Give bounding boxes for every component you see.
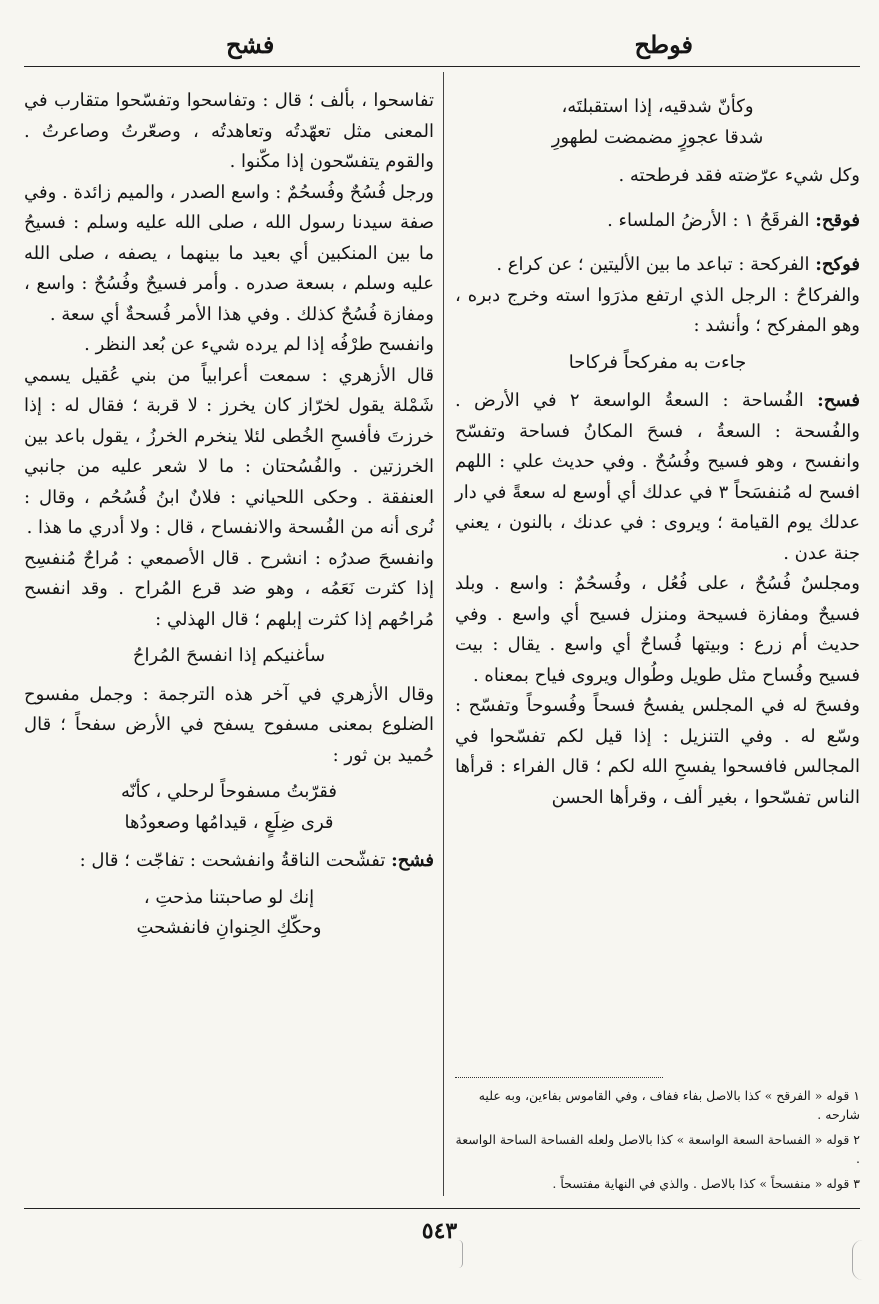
entry-headword: فشح:	[391, 850, 434, 871]
entry-text: الفركحة : تباعد ما بين الأليتين ؛ عن كراع .	[496, 254, 816, 275]
entry-text: والفركاحُ : الرجل الذي ارتفع مذرَوا استه وخرج دبره ، وهو المفركح ؛ وأنشد :	[455, 284, 860, 336]
entry-paragraph	[455, 569, 860, 691]
right-headword: فوطح	[634, 30, 693, 59]
verse-line: فقرّبتُ مسفوحاً لرحلي ، كأنّه	[121, 781, 337, 802]
spacer	[455, 192, 860, 206]
entry-headword: فوكح:	[815, 254, 860, 275]
entry-text: الفرقَحُ ١ : الأرضُ الملساء .	[607, 209, 816, 231]
spacer	[455, 236, 860, 250]
poetry-verse	[455, 92, 860, 153]
verse-line: وحكّكِ الحِنوانِ فانفشحتِ	[136, 917, 322, 938]
entry-paragraph	[24, 330, 434, 361]
footnote-rule	[455, 1077, 663, 1078]
verse-line: قرى ضِلَعٍ ، قيدامُها وصعودُها	[124, 811, 334, 833]
footnote: ٢ قوله « الفساحة السعة الواسعة » كذا بالاصل ولعله الفساحة الساحة الواسعة .	[455, 1132, 860, 1166]
poetry-verse	[455, 348, 860, 379]
dictionary-entry	[24, 846, 434, 877]
right-column	[455, 86, 860, 813]
dictionary-entry	[455, 206, 860, 237]
entry-headword: فسح:	[817, 390, 860, 411]
entry-text: وانفسح طرْفُه إذا لم يرده شيء عن بُعد النظر .	[84, 334, 434, 355]
dictionary-entry	[455, 250, 860, 281]
entry-paragraph	[455, 281, 860, 342]
entry-text: قال الأزهري : سمعت أعرابياً من بني عُقيل يسمي شَمْلة يقول لخرّاز كان يخرز : لا قربة ؛ فقال له : إذا خرزتَ فأفسحِ الخُطى لئلا ينخرم الخرزُ ، يقول باعد بين الخرزتين . والفُسُحتان : ما لا شعر عليه من جانبي العنفقة . وحكى اللحياني : فلانٌ ابنُ فُسُحُم ، وقال : نُرى أنه من الفُسحة والانفساح ، قال : ولا أدري ما هذا .	[24, 364, 434, 538]
entry-text: ومجلسٌ فُسُحٌ ، على فُعُل ، وفُسحُمٌ : واسع . وبلد فسيحٌ ومفازة فسيحة ومنزل فسيح أي واسع . وفي حديث أم زرع : وبيتها فُساحٌ أي واسع . يقال : بيت فسيح وفُساح مثل طويل وطُوال ويروى فياح بمعناه .	[455, 573, 860, 686]
entry-paragraph	[24, 86, 434, 178]
page-edge-mark	[852, 1240, 873, 1280]
entry-paragraph	[24, 544, 434, 636]
verse-line: جاءت به مفركحاً فركاحا	[568, 351, 747, 373]
verse-line: سأغنيكم إذا انفسحَ المُراحُ	[132, 645, 326, 666]
page-number: ٥٤٣	[421, 1218, 458, 1244]
bottom-rule	[24, 1208, 860, 1209]
entry-paragraph	[455, 691, 860, 813]
entry-text: تفشّحت الناقةُ وانفشحت : تفاجّت ؛ قال :	[79, 850, 392, 871]
dictionary-entry	[455, 386, 860, 569]
binding-mark	[454, 1240, 463, 1268]
entry-text: وفسحَ له في المجلس يفسحُ فسحاً وفُسوحاً وتفسّح : وسّع له . وفي التنزيل : إذا قيل لكم تفسّحوا في المجالس فافسحوا يفسحِ الله لكم ؛ قال الفراء : قرأها الناس تفسّحوا ، بغير ألف ، وقرأها الحسن	[455, 695, 860, 808]
entry-text: الفُساحة : السعةُ الواسعة ٢ في الأرض . والفُسحة : السعةُ ، فسحَ المكانُ فساحة وتفسّح وانفسح ، وهو فسيح وفُسُحٌ . وفي حديث علي : اللهم افسح له مُنفسَحاً ٣ في عدلك أي أوسع له سعةً في دار عدلك يوم القيامة ؛ ويروى : في عدنك ، بالنون ، يعني جنة عدن .	[455, 390, 860, 564]
entry-text: وكل شيء عرّضته فقد فرطحته .	[618, 165, 860, 186]
left-headword: فشح	[226, 30, 275, 59]
entry-text: تفاسحوا ، بألف ؛ قال : وتفاسحوا وتفسّحوا متقارب في المعنى مثل تعهّدتُه وتعاهدتُه ، وصعّرتُ وصاعرتُ . والقوم يتفسّحون إذا مكّنوا .	[24, 90, 434, 172]
poetry-verse	[24, 777, 434, 838]
entry-paragraph	[24, 361, 434, 544]
verse-line: إنك لو صاحبتنا مذحتِ ،	[143, 886, 315, 908]
entry-paragraph	[455, 161, 860, 192]
footnote: ١ قوله « الفرقح » كذا بالاصل بفاء ففاف ، وفي القاموس بفاءين، وبه عليه شارحه .	[478, 1088, 860, 1122]
footnote: ٣ قوله « منفسحاً » كذا بالاصل . والذي في النهاية مفتسحاً .	[552, 1176, 860, 1191]
verse-line: شدقا عجوزٍ مضمضت لطهورِ	[551, 126, 764, 148]
entry-text: وانفسحَ صدرُه : انشرح . قال الأصمعي : مُراحٌ مُنفسِح إذا كثرت نَعَمُه ، وهو ضد قرع المُراح . وقد انفسح مُراحُهم إذا كثرت إبلهم ؛ قال الهذلي :	[24, 547, 434, 630]
column-separator	[443, 72, 444, 1196]
entry-paragraph	[24, 178, 434, 331]
entry-paragraph	[24, 680, 434, 772]
left-column	[24, 86, 434, 952]
poetry-verse	[24, 883, 434, 944]
entry-text: ورجل فُسُحٌ وفُسحُمٌ : واسع الصدر ، والميم زائدة . وفي صفة سيدنا رسول الله ، صلى الله عليه وسلم : فسيحُ ما بين المنكبين أي بعيد ما بينهما ، يصفه ، صلى الله عليه وسلم ، بسعة صدره . وأمر فسيحٌ وفُسُحٌ : واسع ، ومفازة فُسُحٌ كذلك . وفي هذا الأمر فُسحةٌ أي سعة .	[24, 181, 434, 325]
poetry-verse	[24, 641, 434, 672]
top-rule	[24, 66, 860, 67]
entry-headword: فوقح:	[815, 209, 860, 231]
verse-line: وكأنّ شدقيه، إذا استقبلتَه،	[561, 96, 754, 117]
entry-text: وقال الأزهري في آخر هذه الترجمة : وجمل مفسوح الضلوع بمعنى مسفوح يسفح في الأرض سفحاً ؛ قال حُميد بن ثور :	[24, 683, 434, 766]
footnotes	[455, 1086, 860, 1199]
